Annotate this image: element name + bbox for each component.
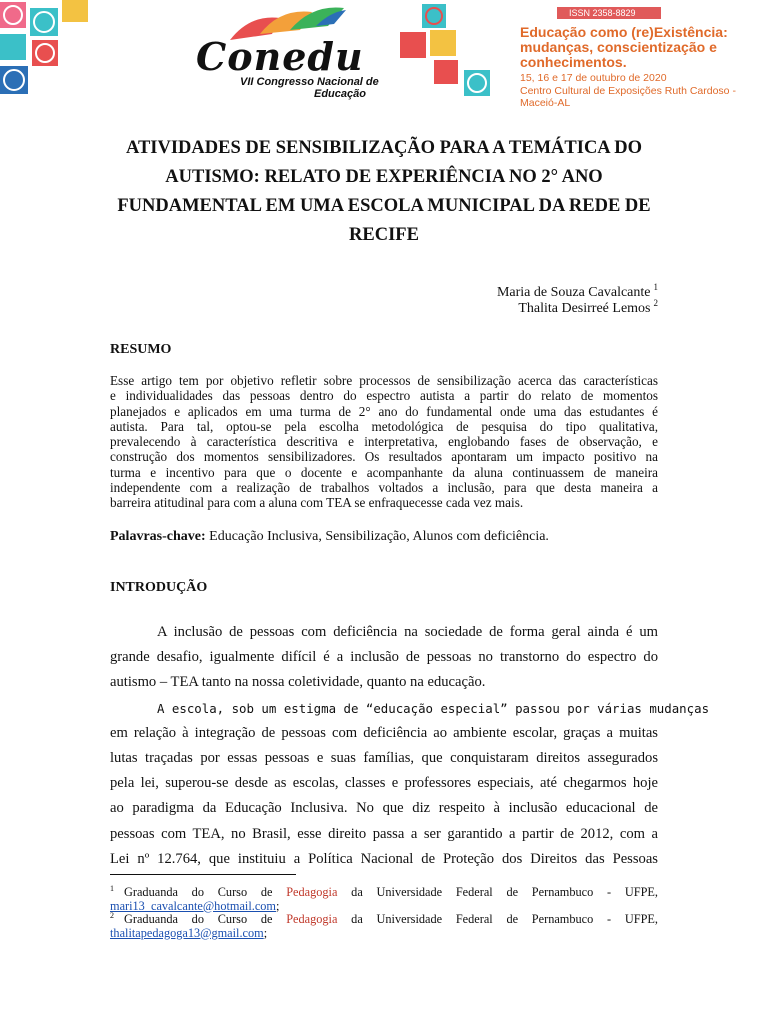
conference-venue: Centro Cultural de Exposições Ruth Cardoso - Maceió-AL [520, 85, 736, 109]
footnote-text: Graduanda do Curso de [124, 885, 287, 899]
author-name: Maria de Souza Cavalcante [496, 285, 651, 300]
footnote-end: ; [276, 898, 280, 913]
tile-yellow [62, 0, 88, 22]
body-line: em relação à integração de pessoas com deficiência ao ambiente escolar, graças a muitas [110, 724, 658, 741]
introduction-body [110, 620, 710, 872]
title-line: ATIVIDADES DE SENSIBILIZAÇÃO PARA A TEMÁTICA DO [125, 138, 643, 158]
conference-theme-line: mudanças, conscientização e [520, 39, 717, 55]
footnote-line [110, 909, 658, 927]
footnote-text: da Universidade Federal de Pernambuco - UFPE, [337, 885, 658, 899]
body-line: A escola, sob um estigma de “educação especial” passou por várias mudanças [157, 700, 710, 716]
tile-red [400, 32, 426, 58]
footnote-email-link[interactable]: thalitapedagoga13@gmail.com [110, 925, 264, 940]
issn-badge: ISSN 2358-8829 [557, 7, 661, 19]
title-line: AUTISMO: RELATO DE EXPERIÊNCIA NO 2° ANO [165, 167, 603, 187]
introduction-heading: INTRODUÇÃO [110, 580, 208, 595]
decorative-tiles-left [0, 0, 110, 100]
conference-theme-line: Educação como (re)Existência: [520, 24, 728, 40]
author-name: Thalita Desirreé Lemos [518, 301, 651, 316]
abstract-line: e individualidades das pessoas dentro do espectro autista a partir do relato de momentos [110, 388, 658, 404]
abstract-heading: RESUMO [110, 342, 172, 357]
body-line: pela lei, superou-se desde as escolas, classes e professores especiais, até chegarmos hoje [110, 775, 658, 792]
footnote-text: da Universidade Federal de Pernambuco - UFPE, [337, 912, 658, 926]
body-line: grande desafio, igualmente difícil é a inclusão de pessoas no transtorno do espectro do [110, 649, 658, 666]
keywords [110, 529, 549, 545]
author-2 [518, 298, 658, 317]
footnote-mark: 2 [110, 911, 114, 920]
body-line: pessoas com TEA, no Brasil, esse direito passa a ser garantido a partir de 2012, com a [110, 825, 658, 842]
page-header [0, 0, 768, 108]
decorative-tiles-right [400, 4, 500, 100]
paper-title [108, 134, 660, 250]
footnote-2 [110, 909, 658, 940]
body-line: Lei nº 12.764, que instituiu a Política Nacional de Proteção dos Direitos das Pessoas [110, 850, 658, 867]
title-line: FUNDAMENTAL EM UMA ESCOLA MUNICIPAL DA REDE DE [117, 196, 651, 216]
footnote-course: Pedagogia [286, 912, 338, 926]
logo-subtitle: VII Congresso Nacional de [240, 76, 379, 88]
author-footnote-mark: 1 [653, 282, 658, 292]
keywords-label: Palavras-chave: [110, 529, 206, 544]
abstract-line: planejados e aplicados em uma turma de 2° ano do fundamental onde uma das estudantes é [110, 403, 658, 419]
abstract-line: autista. Para tal, optou-se pela escolha metodológica de pesquisa do tipo qualitativa, [110, 418, 658, 434]
abstract-line: turma e incentivo para que o docente e acompanhante da aluna continuassem de maneira [110, 464, 658, 480]
abstract-text [110, 373, 658, 511]
author-footnote-mark: 2 [653, 298, 658, 308]
footnote-end: ; [263, 925, 268, 940]
footnote-line [110, 882, 658, 900]
body-line: autismo – TEA tanto na nossa coletividade, quanto na educação. [110, 674, 486, 691]
logo-name: Conedu [196, 34, 364, 79]
body-line: lutas traçadas por essas pessoas e suas famílias, que conquistaram direitos assegurados [110, 750, 658, 767]
footnote-email-link[interactable]: mari13_cavalcante@hotmail.com [110, 898, 276, 913]
tile-yellow [430, 30, 456, 56]
body-line: A inclusão de pessoas com deficiência na sociedade de forma geral ainda é um [157, 624, 658, 640]
conference-theme-line: conhecimentos. [520, 54, 627, 70]
footnote-text: Graduanda do Curso de [124, 912, 287, 926]
footnote-rule [110, 874, 296, 875]
logo-subtitle-2: Educação [314, 88, 366, 100]
abstract-line: independente com a realização de trabalhos voltados a inclusão, para que desta maneira a [110, 480, 658, 496]
keywords-text: Educação Inclusiva, Sensibilização, Alunos com deficiência. [205, 529, 549, 544]
tile-red [434, 60, 458, 84]
title-line: RECIFE [349, 225, 419, 245]
abstract-line: barreira atitudinal para com a aluna com TEA se enfraquecesse cada vez mais. [110, 495, 524, 511]
abstract-line: construção dos momentos sensibilizadores. Os resultados apontaram um impacto positivo na [110, 449, 658, 465]
body-line: ao paradigma da Educação Inclusiva. No que diz respeito à inclusão educacional de [110, 800, 658, 817]
footnote-mark: 1 [110, 884, 114, 893]
abstract-line: Esse artigo tem por objetivo refletir sobre processos de sensibilização acerca das características [110, 373, 658, 388]
abstract-line: prevalecendo à característica descritiva e interpretativa, englobando fases de observação, e [110, 434, 658, 450]
tile-teal [0, 34, 26, 60]
conference-dates: 15, 16 e 17 de outubro de 2020 [520, 72, 667, 84]
footnote-course: Pedagogia [286, 885, 338, 899]
